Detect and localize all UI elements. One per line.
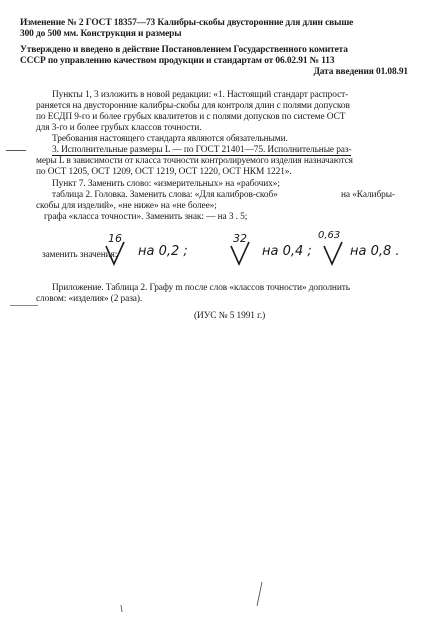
margin-dash	[6, 150, 26, 151]
approval-line-2: СССР по управлению качеством продукции и стандартам от 06.02.91 № 113	[20, 56, 335, 66]
replace-values-label: заменить значения:	[42, 250, 118, 260]
margin-dash	[10, 305, 38, 306]
roughness-sign-icon	[229, 244, 253, 268]
roughness-value-2: на 0,4 ;	[262, 244, 312, 259]
paragraph-5-line-2: скобы для изделий», «не ниже» на «не более»;	[36, 201, 217, 211]
scan-speck	[254, 580, 264, 610]
paragraph-1-line-2: раняется на двусторонние калибры-скобы для контроля длин с полями допусков	[36, 101, 350, 111]
paragraph-5-line-1a: таблица 2. Головка. Заменить слова: «Для калибров-скоб»	[52, 190, 278, 200]
approval-line-1: Утверждено и введено в действие Постановлением Государственного комитета	[20, 45, 348, 55]
paragraph-6: графа «класса точности». Заменить знак: — на 3 . 5;	[44, 212, 248, 222]
paragraph-1-line-4: для 3-го и более грубых классов точности.	[36, 123, 202, 133]
roughness-value-1: на 0,2 ;	[138, 244, 188, 259]
paragraph-3-line-2: меры L в зависимости от класса точности контролируемого изделия назначаются	[36, 156, 353, 166]
roughness-sign-icon	[322, 244, 346, 268]
footer-source: (ИУС № 5 1991 г.)	[194, 311, 266, 321]
paragraph-7-line-1: Приложение. Таблица 2. Графу m после слов «классов точности» дополнить	[52, 283, 350, 293]
paragraph-7-line-2: словом: «изделия» (2 раза).	[36, 294, 143, 304]
roughness-value-1-top: 16	[108, 232, 122, 245]
paragraph-3-line-1: 3. Исполнительные размеры L — по ГОСТ 21401—75. Исполнительные раз-	[52, 145, 352, 155]
amendment-subtitle: 300 до 500 мм. Конструкция и размеры	[20, 29, 182, 39]
paragraph-4: Пункт 7. Заменить слово: «измерительных» на «рабочих»;	[52, 179, 280, 189]
effective-date: Дата введения 01.08.91	[313, 67, 408, 77]
scan-speck	[119, 604, 125, 614]
paragraph-2: Требования настоящего стандарта являются обязательными.	[52, 134, 288, 144]
roughness-value-3-top: 0,63	[318, 230, 341, 241]
paragraph-1-line-1: Пункты 1, 3 изложить в новой редакции: «1. Настоящий стандарт распрост-	[52, 90, 349, 100]
roughness-value-3: на 0,8 .	[350, 244, 400, 259]
amendment-title: Изменение № 2 ГОСТ 18357—73 Калибры-скобы двусторонние для длин свыше	[20, 18, 354, 28]
roughness-sign-icon	[104, 244, 128, 268]
paragraph-1-line-3: по ЕСДП 9-го и более грубых квалитетов и с полями допусков по системе ОСТ	[36, 112, 346, 122]
roughness-value-2-top: 32	[233, 232, 247, 245]
paragraph-3-line-3: по ОСТ 1205, ОСТ 1209, ОСТ 1219, ОСТ 1220, ОСТ НКМ 1221».	[36, 167, 292, 177]
paragraph-5-line-1b: на «Калибры-	[341, 190, 395, 200]
